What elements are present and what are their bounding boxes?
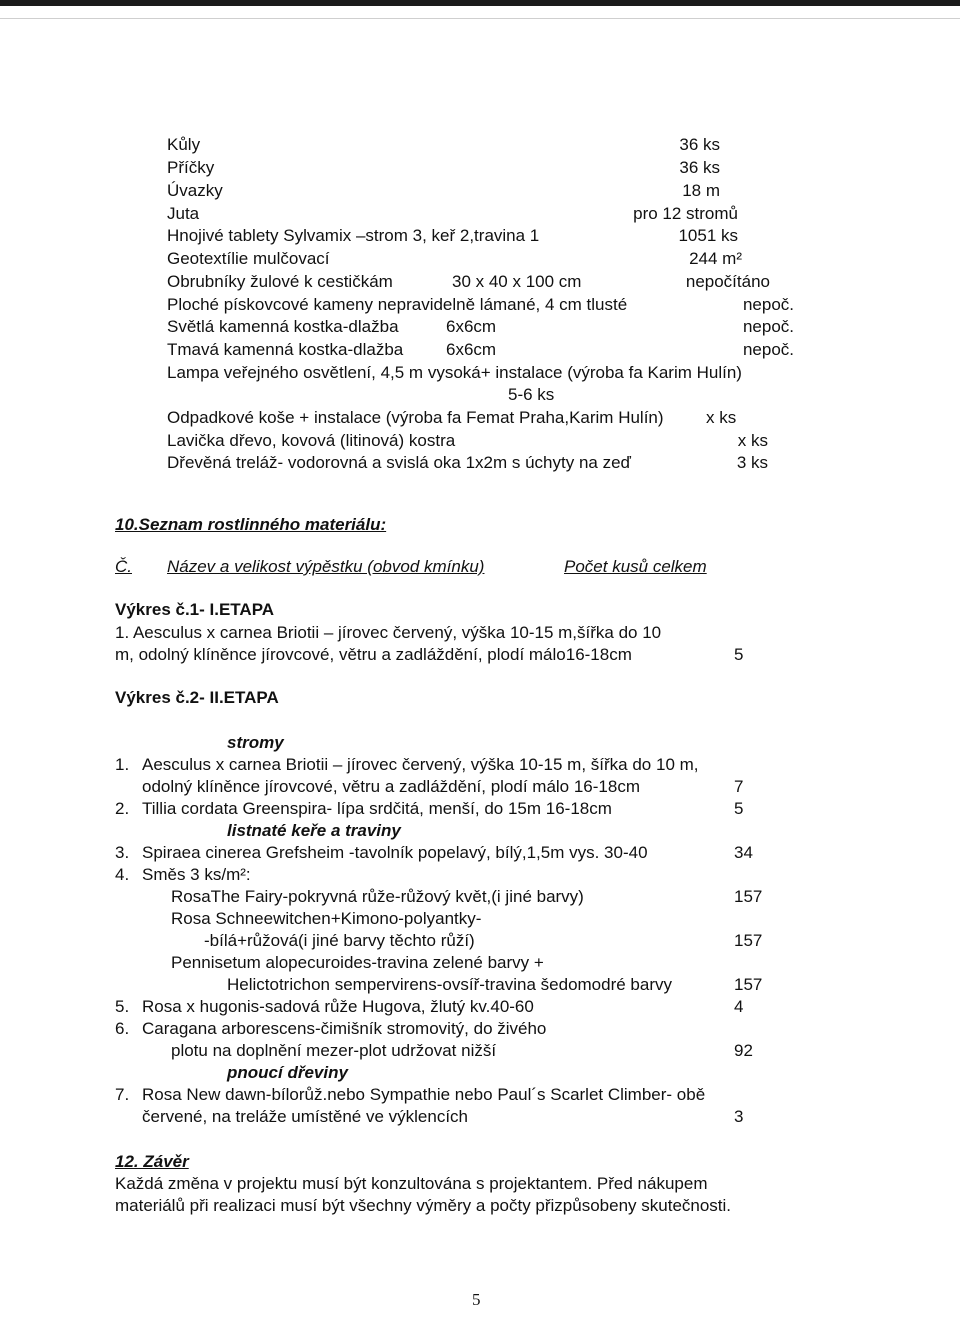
material-qty: x ks [706, 408, 737, 427]
subsection-title-shrubs: listnaté keře a traviny [227, 821, 401, 840]
plant-item-text: Caragana arborescens-čimišník stromovitý, do živého [142, 1019, 547, 1038]
stage-title: Výkres č.1- I.ETAPA [115, 600, 275, 619]
material-name: Úvazky [167, 181, 223, 200]
plant-item-qty: 34 [734, 843, 753, 862]
material-qty: nepoč. [742, 295, 794, 314]
material-qty: 18 m [682, 181, 720, 200]
scan-top-line [0, 18, 960, 19]
material-size: 30 x 40 x 100 cm [452, 272, 582, 291]
item-number: 4. [115, 865, 130, 884]
material-name: Dřevěná treláž- vodorovná a svislá oka 1x2m s úchyty na zeď [167, 453, 631, 472]
material-qty: x ks [737, 431, 768, 450]
plant-item-qty: 4 [734, 997, 744, 1016]
material-name: Příčky [167, 158, 215, 177]
item-number: 2. [115, 799, 130, 818]
conclusion-text: materiálů při realizaci musí být všechny výměry a počty přizpůsobeny skutečnosti. [115, 1196, 732, 1215]
plant-item-qty: 3 [734, 1107, 744, 1126]
plant-item-qty: 7 [734, 777, 744, 796]
section-heading-conclusion: 12. Závěr [115, 1152, 189, 1171]
plant-item-text: Rosa New dawn-bílorůž.nebo Sympathie nebo Paul´s Scarlet Climber- obě [142, 1085, 706, 1104]
section-heading-plants: 10.Seznam rostlinného materiálu: [115, 515, 387, 534]
material-qty: nepoč. [742, 317, 794, 336]
item-number: 3. [115, 843, 130, 862]
plant-item-qty: 157 [734, 975, 763, 994]
plant-item-text: m, odolný klíněnce jírovcové, větru a zadláždění, plodí málo16-18cm [115, 645, 632, 664]
material-name: Odpadkové koše + instalace (výroba fa Femat Praha,Karim Hulín) [167, 408, 664, 427]
material-qty: 5-6 ks [508, 385, 555, 404]
material-size: 6x6cm [446, 340, 497, 359]
column-header-name: Název a velikost výpěstku (obvod kmínku) [167, 557, 485, 576]
item-number: 6. [115, 1019, 130, 1038]
plant-item-text: Rosa Schneewitchen+Kimono-polyantky- [171, 909, 482, 928]
scan-top-border [0, 0, 960, 6]
item-number: 5. [115, 997, 130, 1016]
plant-item-text: -bílá+růžová(i jiné barvy těchto růží) [204, 931, 475, 950]
material-qty: 244 m² [689, 249, 742, 268]
column-header-count: Počet kusů celkem [564, 557, 707, 576]
plant-item-text: plotu na doplnění mezer-plot udržovat nižší [171, 1041, 497, 1060]
plant-item-qty: 92 [734, 1041, 753, 1060]
material-qty: 1051 ks [678, 226, 738, 245]
plant-item-text: odolný klíněnce jírovcové, větru a zadláždění, plodí málo 16-18cm [142, 777, 640, 796]
plant-item-qty: 5 [734, 799, 744, 818]
conclusion-text: Každá změna v projektu musí být konzultována s projektantem. Před nákupem [115, 1174, 708, 1193]
subsection-title-climbers: pnoucí dřeviny [227, 1063, 348, 1082]
item-number: 1. [115, 755, 130, 774]
item-number: 7. [115, 1085, 130, 1104]
material-qty: 3 ks [736, 453, 768, 472]
plant-item-text: 1. Aesculus x carnea Briotii – jírovec červený, výška 10-15 m,šířka do 10 [115, 623, 662, 642]
material-name: Světlá kamenná kostka-dlažba [167, 317, 399, 336]
material-qty: 36 ks [679, 135, 720, 154]
material-qty: nepoč. [742, 340, 794, 359]
plant-item-text: RosaThe Fairy-pokryvná růže-růžový květ,(i jiné barvy) [171, 887, 584, 906]
plant-item-qty: 157 [734, 931, 763, 950]
material-qty: pro 12 stromů [633, 204, 738, 223]
material-name: Kůly [167, 135, 201, 154]
subsection-title-trees: stromy [227, 733, 284, 752]
material-name: Lampa veřejného osvětlení, 4,5 m vysoká+ instalace (výroba fa Karim Hulín) [167, 363, 742, 382]
material-name: Lavička dřevo, kovová (litinová) kostra [167, 431, 456, 450]
stage-title: Výkres č.2- II.ETAPA [115, 688, 279, 707]
plant-item-text: Helictotrichon sempervirens-ovsíř-travina šedomodré barvy [227, 975, 672, 994]
material-name: Obrubníky žulové k cestičkám [167, 272, 393, 291]
material-name: Ploché pískovcové kameny nepravidelně lámané, 4 cm tlusté [167, 295, 628, 314]
material-name: Juta [167, 204, 200, 223]
plant-item-qty: 157 [734, 887, 763, 906]
plant-item-qty: 5 [734, 645, 744, 664]
material-size: 6x6cm [446, 317, 497, 336]
material-name: Tmavá kamenná kostka-dlažba [167, 340, 404, 359]
plant-item-text: Směs 3 ks/m²: [142, 865, 251, 884]
column-header-number: Č. [115, 557, 132, 576]
plant-item-text: Aesculus x carnea Briotii – jírovec červený, výška 10-15 m, šířka do 10 m, [142, 755, 699, 774]
material-qty: 36 ks [679, 158, 720, 177]
plant-item-text: Tillia cordata Greenspira- lípa srdčitá, menší, do 15m 16-18cm [142, 799, 612, 818]
material-qty: nepočítáno [685, 272, 770, 291]
material-name: Hnojivé tablety Sylvamix –strom 3, keř 2,travina 1 [167, 226, 540, 245]
plant-item-text: Pennisetum alopecuroides-travina zelené barvy + [171, 953, 544, 972]
page-number: 5 [472, 1290, 481, 1309]
plant-item-text: Spiraea cinerea Grefsheim -tavolník popelavý, bílý,1,5m vys. 30-40 [142, 843, 648, 862]
plant-item-text: Rosa x hugonis-sadová růže Hugova, žlutý kv.40-60 [142, 997, 534, 1016]
material-name: Geotextílie mulčovací [167, 249, 330, 268]
plant-item-text: červené, na treláže umístěné ve výklencích [142, 1107, 468, 1126]
